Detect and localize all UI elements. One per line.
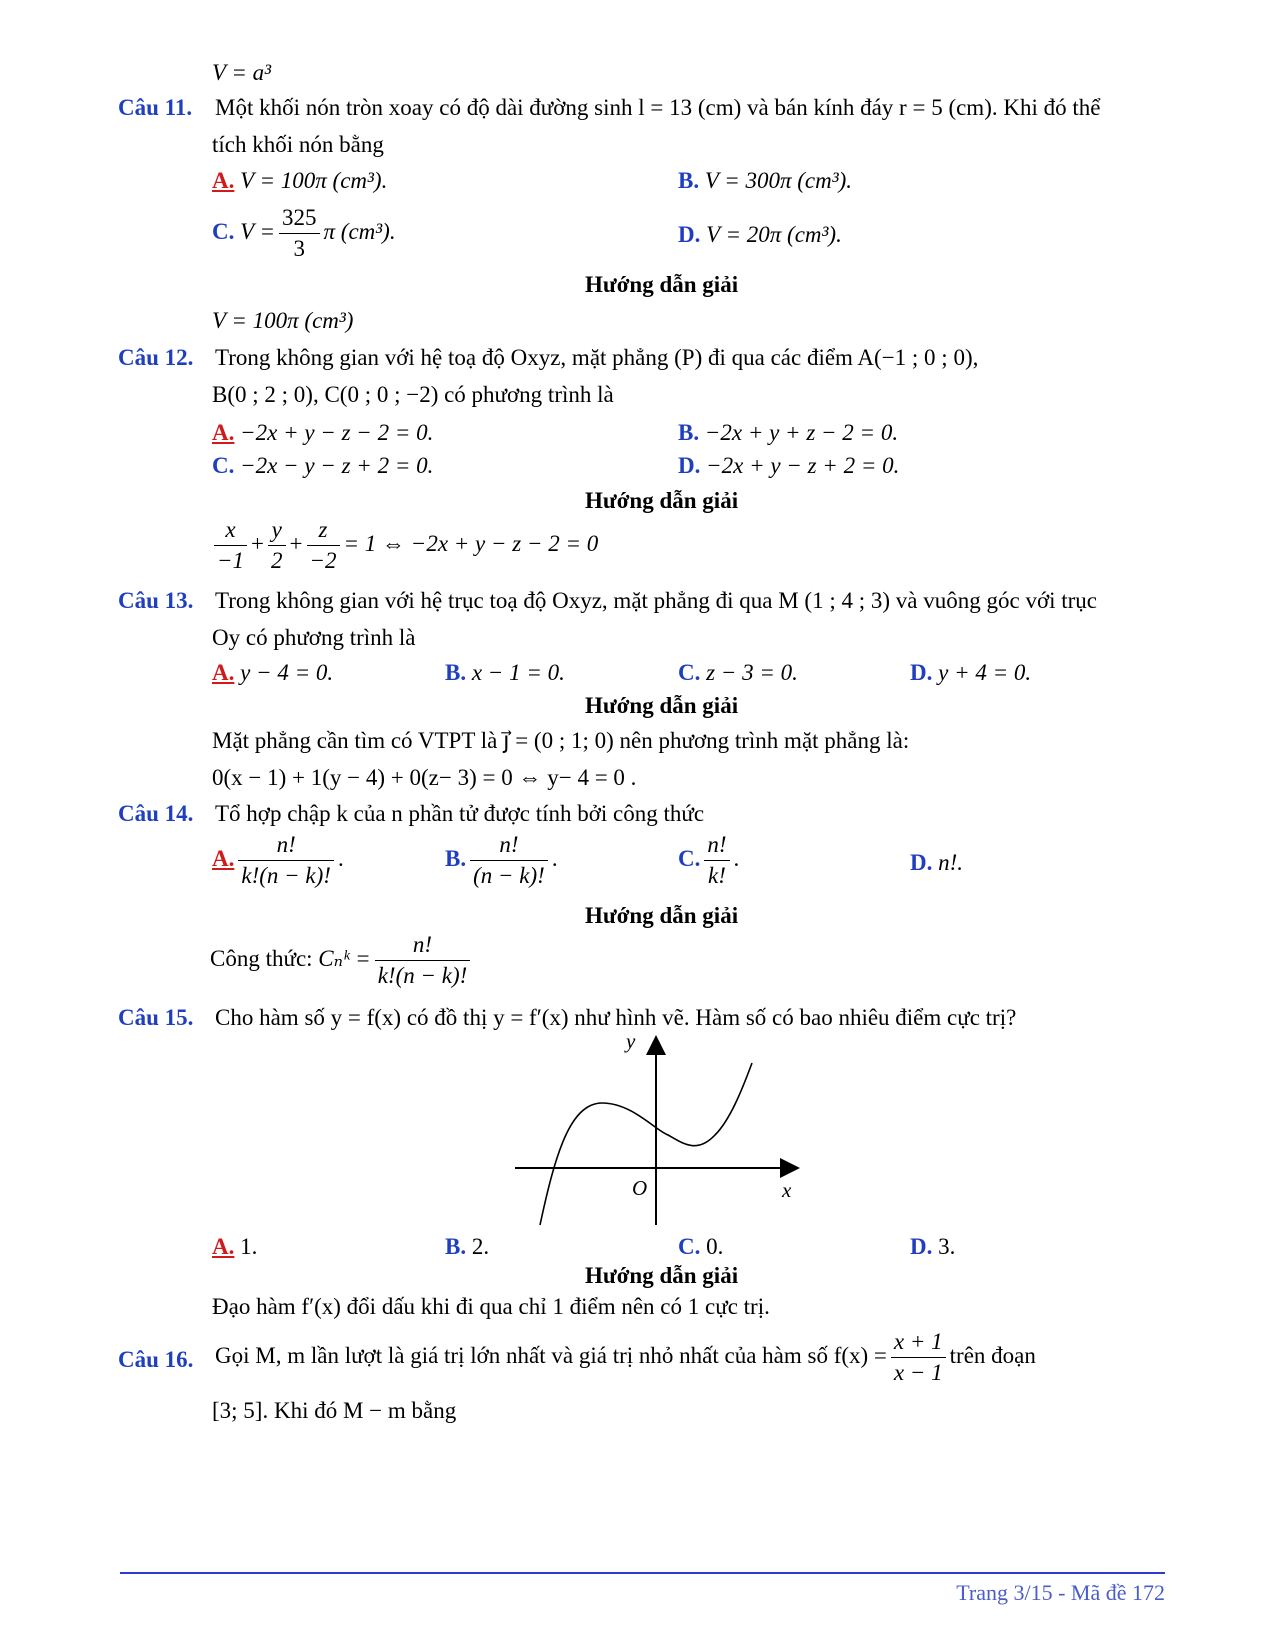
- option-label: D.: [678, 453, 701, 478]
- option-label: C.: [212, 453, 235, 478]
- q15-option-c[interactable]: C. 0.: [678, 1234, 724, 1259]
- q15-guide-heading: Hướng dẫn giải: [585, 1263, 739, 1288]
- question-16-label: Câu 16.: [118, 1347, 194, 1372]
- question-14-text: Tổ hợp chập k của n phần tử được tính bởi công thức: [215, 801, 705, 826]
- q14-guide-heading: Hướng dẫn giải: [585, 903, 739, 928]
- question-13-label: Câu 13.: [118, 588, 194, 613]
- graph-origin-label: O: [632, 1176, 648, 1200]
- option-label: C.: [678, 845, 701, 871]
- option-label: C.: [678, 660, 701, 685]
- q12-option-d[interactable]: D. −2x + y − z + 2 = 0.: [678, 453, 900, 478]
- option-label: C.: [212, 218, 235, 244]
- graph-y-label: y: [626, 1035, 636, 1053]
- q15-option-d[interactable]: D. 3.: [910, 1234, 956, 1259]
- option-label: B.: [445, 845, 467, 871]
- option-label: B.: [445, 1234, 467, 1259]
- q13-option-b[interactable]: B. x − 1 = 0.: [445, 660, 565, 685]
- question-12-text-cont: B(0 ; 2 ; 0), C(0 ; 0 ; −2) có phương trình là: [212, 382, 614, 407]
- option-label: D.: [910, 1234, 933, 1259]
- q13-solution-line-1: Mặt phẳng cần tìm có VTPT là j⃗ = (0 ; 1; 0) nên phương trình mặt phẳng là:: [212, 728, 910, 753]
- q13-option-a[interactable]: A. y − 4 = 0.: [212, 660, 334, 685]
- question-12-text: Trong không gian với hệ toạ độ Oxyz, mặt phẳng (P) đi qua các điểm A(−1 ; 0 ; 0),: [215, 345, 979, 370]
- option-label: B.: [678, 420, 700, 445]
- question-14-label: Câu 14.: [118, 801, 194, 826]
- question-16-text: Gọi M, m lần lượt là giá trị lớn nhất và giá trị nhỏ nhất của hàm số f(x) = $\frac{x + 1}{x - 1}$ trên đoạn: [215, 1329, 1036, 1385]
- question-12-label: Câu 12.: [118, 345, 194, 370]
- q14-option-b[interactable]: B. $\frac{n!}{(n - k)!}$ .: [445, 832, 558, 888]
- q11-solution: V = 100π (cm³): [212, 308, 354, 333]
- q15-option-b[interactable]: B. 2.: [445, 1234, 490, 1259]
- option-label: D.: [678, 222, 701, 247]
- page-footer: Trang 3/15 - Mã đề 172: [956, 1580, 1165, 1605]
- q11-option-d[interactable]: D. V = 20π (cm³).: [678, 222, 842, 247]
- question-13-text-cont: Oy có phương trình là: [212, 625, 416, 650]
- option-label: A.: [212, 1234, 235, 1259]
- option-label: A.: [212, 168, 235, 193]
- option-label: B.: [445, 660, 467, 685]
- footer-divider: [120, 1572, 1165, 1574]
- q11-guide-heading: Hướng dẫn giải: [585, 272, 739, 297]
- q13-solution-line-2: 0(x − 1) + 1(y − 4) + 0(z− 3) = 0 ⇔ y− 4 = 0 .: [212, 765, 637, 790]
- q12-solution: $\frac{x}{-1}$ + $\frac{y}{2}$ + $\frac{z}{-2}$ = 1 ⇔ −2x + y − z − 2 = 0: [210, 515, 598, 576]
- q15-solution: Đạo hàm f′(x) đổi dấu khi đi qua chỉ 1 điểm nên có 1 cực trị.: [212, 1294, 770, 1319]
- q12-option-b[interactable]: B. −2x + y + z − 2 = 0.: [678, 420, 899, 445]
- q13-option-c[interactable]: C. z − 3 = 0.: [678, 660, 798, 685]
- question-15-label: Câu 15.: [118, 1005, 194, 1030]
- q12-guide-heading: Hướng dẫn giải: [585, 488, 739, 513]
- q11-option-a[interactable]: A. V = 100π (cm³).: [212, 168, 388, 193]
- derivative-graph: [510, 1035, 810, 1235]
- q14-option-c[interactable]: C. $\frac{n!}{k!}$ .: [678, 832, 740, 888]
- option-label: A.: [212, 845, 235, 871]
- question-16-text-cont: [3; 5]. Khi đó M − m bằng: [212, 1398, 457, 1423]
- question-11-label: Câu 11.: [118, 95, 193, 120]
- q12-option-c[interactable]: C. −2x − y − z + 2 = 0.: [212, 453, 434, 478]
- q14-option-a[interactable]: A. $\frac{n!}{k!(n - k)!}$ .: [212, 832, 344, 888]
- q15-option-a[interactable]: A. 1.: [212, 1234, 258, 1259]
- option-label: A.: [212, 420, 235, 445]
- q12-option-a[interactable]: A. −2x + y − z − 2 = 0.: [212, 420, 434, 445]
- q14-option-d[interactable]: D. n!.: [910, 850, 964, 875]
- question-11-text-cont: tích khối nón bằng: [212, 132, 384, 157]
- option-label: A.: [212, 660, 235, 685]
- fraction: $\frac{325}{3}$: [279, 203, 320, 264]
- q13-option-d[interactable]: D. y + 4 = 0.: [910, 660, 1032, 685]
- curve: [540, 1063, 752, 1225]
- q11-option-b[interactable]: B. V = 300π (cm³).: [678, 168, 853, 193]
- q14-solution: Công thức: Cₙᵏ = $\frac{n!}{k!(n - k)!}$: [210, 930, 474, 991]
- option-label: B.: [678, 168, 700, 193]
- question-15-text: Cho hàm số y = f(x) có đồ thị y = f′(x) như hình vẽ. Hàm số có bao nhiêu điểm cực trị?: [215, 1005, 1017, 1030]
- question-11-text: Một khối nón tròn xoay có độ dài đường sinh l = 13 (cm) và bán kính đáy r = 5 (cm). Khi đó thể: [215, 95, 1101, 120]
- option-label: D.: [910, 850, 933, 875]
- q11-option-c[interactable]: C. V = $\frac{325}{3}$ π (cm³).: [212, 203, 396, 264]
- graph-x-label: x: [782, 1178, 792, 1202]
- option-label: D.: [910, 660, 933, 685]
- option-label: C.: [678, 1234, 701, 1259]
- q13-guide-heading: Hướng dẫn giải: [585, 693, 739, 718]
- question-13-text: Trong không gian với hệ trục toạ độ Oxyz, mặt phẳng đi qua M (1 ; 4 ; 3) và vuông góc với trục: [215, 588, 1098, 613]
- top-formula: V = a³: [212, 60, 272, 85]
